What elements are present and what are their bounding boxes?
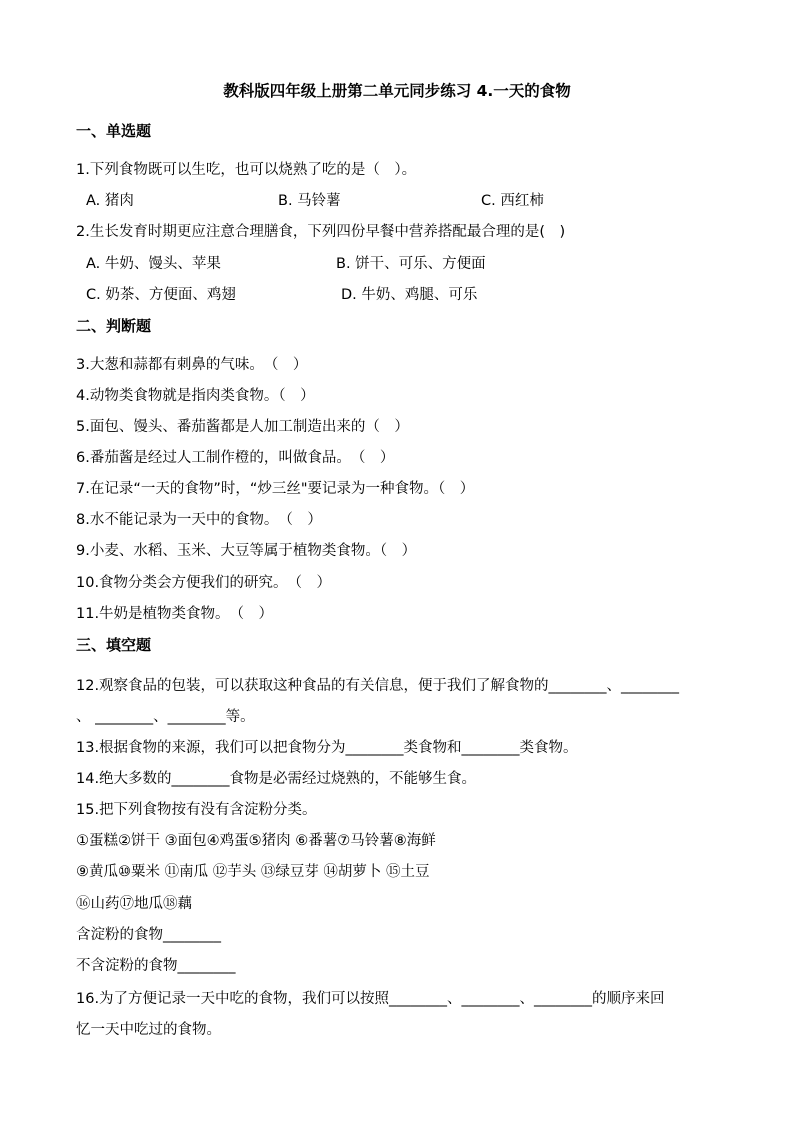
non-starch-foods-blank: 不含淀粉的食物________ bbox=[76, 958, 236, 974]
q2-option-a: A. 牛奶、馒头、苹果 bbox=[86, 256, 221, 272]
question-11: 11.牛奶是植物类食物。 （ ） bbox=[76, 606, 274, 622]
question-16: 16.为了方便记录一天中吃的食物，我们可以按照________、________、________的顺序来回 bbox=[76, 991, 665, 1007]
question-10: 10.食物分类会方便我们的研究。 （ ） bbox=[76, 575, 332, 591]
food-items-row-1: ①蛋糕②饼干 ③面包④鸡蛋⑤猪肉 ⑥番薯⑦马铃薯⑧海鲜 bbox=[76, 833, 436, 849]
starch-foods-blank: 含淀粉的食物________ bbox=[76, 927, 221, 943]
question-2: 2.生长发育时期更应注意合理膳食，下列四份早餐中营养搭配最合理的是( ) bbox=[76, 224, 566, 240]
q2-option-c: C. 奶茶、方便面、鸡翅 bbox=[86, 287, 236, 303]
question-5: 5.面包、馒头、番茄酱都是人加工制造出来的（ ） bbox=[76, 419, 409, 435]
question-16-continued: 忆一天中吃过的食物。 bbox=[76, 1022, 221, 1038]
section-fill-blank: 三、填空题 bbox=[76, 636, 152, 654]
question-12-continued: 、 ________、________等。 bbox=[76, 709, 255, 725]
question-4: 4.动物类食物就是指肉类食物。（ ） bbox=[76, 388, 315, 404]
question-8: 8.水不能记录为一天中的食物。 （ ） bbox=[76, 512, 322, 528]
question-15: 15.把下列食物按有没有含淀粉分类。 bbox=[76, 802, 317, 818]
question-9: 9.小麦、水稻、玉米、大豆等属于植物类食物。（ ） bbox=[76, 543, 417, 559]
q2-option-b: B. 饼干、可乐、方便面 bbox=[336, 256, 486, 272]
section-single-choice: 一、单选题 bbox=[76, 122, 152, 140]
page-title: 教科版四年级上册第二单元同步练习 4.一天的食物 bbox=[223, 82, 571, 100]
food-items-row-3: ⑯山药⑰地瓜⑱藕 bbox=[76, 896, 192, 912]
q2-option-d: D. 牛奶、鸡腿、可乐 bbox=[341, 287, 478, 303]
question-3: 3.大葱和蒜都有刺鼻的气味。 （ ） bbox=[76, 357, 308, 373]
question-6: 6.番茄酱是经过人工制作橙的，叫做食品。 （ ） bbox=[76, 450, 395, 466]
question-12: 12.观察食品的包装，可以获取这种食品的有关信息，便于我们了解食物的________、________ bbox=[76, 678, 680, 694]
q1-option-c: C. 西红柿 bbox=[481, 193, 544, 209]
food-items-row-2: ⑨黄瓜⑩粟米 ⑪南瓜 ⑫芋头 ⑬绿豆芽 ⑭胡萝卜 ⑮土豆 bbox=[76, 864, 430, 880]
question-7: 7.在记录“一天的食物”时，“炒三丝"要记录为一种食物。（ ） bbox=[76, 481, 475, 497]
question-1: 1.下列食物既可以生吃，也可以烧熟了吃的是（ ）。 bbox=[76, 162, 417, 178]
q1-option-a: A. 猪肉 bbox=[86, 193, 134, 209]
question-13: 13.根据食物的来源，我们可以把食物分为________类食物和________类食物。 bbox=[76, 740, 578, 756]
section-true-false: 二、判断题 bbox=[76, 317, 152, 335]
question-14: 14.绝大多数的________食物是必需经过烧熟的，不能够生食。 bbox=[76, 771, 477, 787]
q1-option-b: B. 马铃薯 bbox=[278, 193, 341, 209]
